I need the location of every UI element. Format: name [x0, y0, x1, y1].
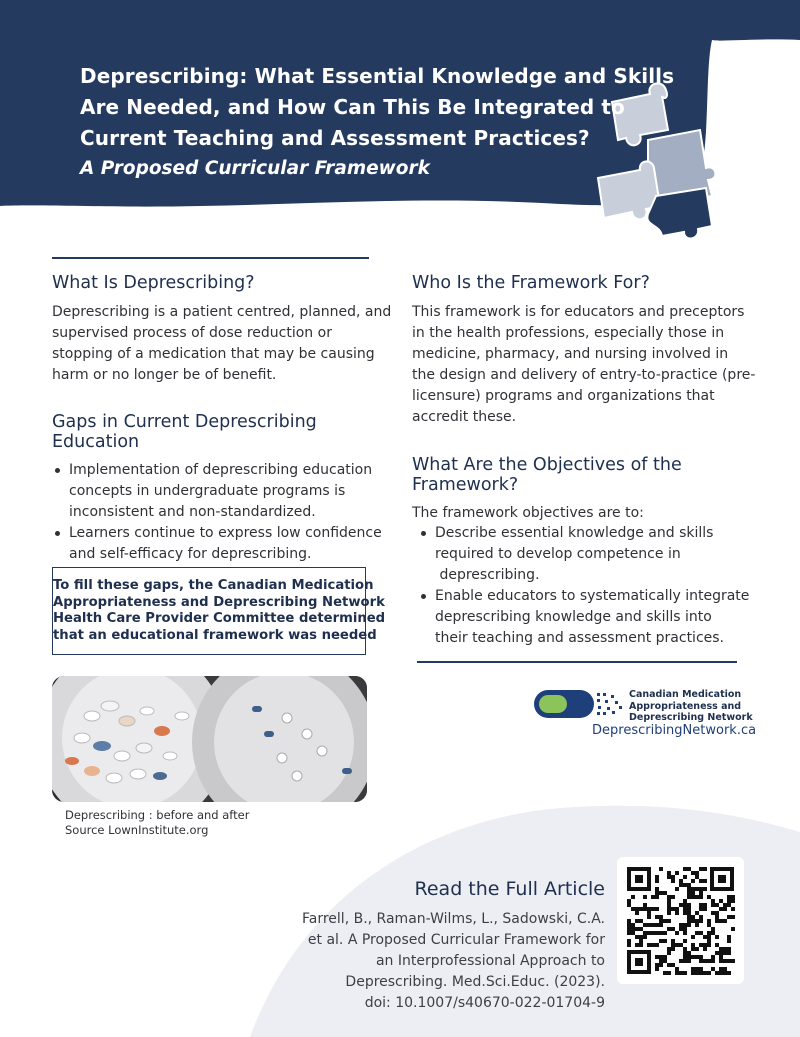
title-line-2: Are Needed, and How Can This Be Integrated to — [80, 95, 625, 119]
callout-line: To fill these gaps, the Canadian Medication — [53, 578, 374, 593]
what-is-paragraph — [52, 302, 391, 386]
objectives-heading-line: Framework? — [412, 475, 519, 495]
deprescribing-network-logo-icon — [533, 689, 625, 719]
gaps-heading-line: Gaps in Current Deprescribing — [52, 412, 317, 432]
logo-name-line: Appropriateness and — [629, 700, 742, 712]
who-for-heading: Who Is the Framework For? — [412, 273, 650, 293]
who-for-line: accredit these. — [412, 409, 517, 425]
objectives-heading — [412, 455, 682, 495]
right-bottom-rule — [417, 661, 737, 663]
what-is-line: stopping of a medication that may be causing — [52, 346, 375, 362]
citation-line: doi: 10.1007/s40670-022-01704-9 — [364, 995, 605, 1011]
bullet-line: deprescribing. — [435, 567, 540, 583]
title-line-1: Deprescribing: What Essential Knowledge and Skills — [80, 64, 675, 88]
who-for-line: This framework is for educators and preceptors — [412, 304, 745, 320]
bullet-line: concepts in undergraduate programs is — [69, 483, 346, 499]
title-line-3: Current Teaching and Assessment Practices? — [80, 126, 590, 150]
gaps-heading-line: Education — [52, 432, 140, 452]
objectives-list — [418, 523, 749, 649]
caption-line: Source LownInstitute.org — [65, 823, 209, 837]
who-for-line: the design and delivery of entry-to-practice (pre- — [412, 367, 756, 383]
callout-line: Health Care Provider Committee determined — [53, 611, 386, 626]
callout-line: Appropriateness and Deprescribing Network — [53, 594, 385, 610]
objectives-heading-line: What Are the Objectives of the — [412, 455, 682, 475]
citation-line: Farrell, B., Raman-Wilms, L., Sadowski, C.A. — [302, 911, 605, 927]
network-url-link[interactable]: DeprescribingNetwork.ca — [592, 723, 757, 738]
logo-name-line: Canadian Medication — [629, 689, 742, 700]
bullet-line: inconsistent and non-standardized. — [69, 504, 316, 520]
subtitle: A Proposed Curricular Framework — [80, 158, 430, 179]
logo-name-line: Deprescribing Network — [629, 712, 753, 723]
bullet-line: Describe essential knowledge and skills — [435, 525, 714, 541]
who-for-line: medicine, pharmacy, and nursing involved in — [412, 346, 729, 362]
qr-code-icon[interactable] — [617, 857, 744, 984]
objectives-bullet — [418, 523, 749, 586]
read-article-heading: Read the Full Article — [414, 878, 605, 900]
pills-photo — [52, 676, 367, 802]
bullet-line: Enable educators to systematically integrate — [435, 588, 750, 604]
objectives-intro: The framework objectives are to: — [412, 505, 644, 521]
gaps-list — [52, 460, 382, 565]
gaps-heading — [52, 412, 317, 452]
caption-line: Deprescribing : before and after — [65, 808, 250, 822]
what-is-heading: What Is Deprescribing? — [52, 273, 255, 293]
photo-caption — [65, 808, 249, 838]
bullet-line: deprescribing knowledge and skills into — [435, 609, 712, 625]
bullet-line: Implementation of deprescribing education — [69, 462, 373, 478]
bullet-line: their teaching and assessment practices. — [435, 630, 724, 646]
who-for-line: in the health professions, especially those in — [412, 325, 725, 341]
who-for-line: licensure) programs and organizations that — [412, 388, 715, 404]
citation-line: Deprescribing. Med.Sci.Educ. (2023). — [345, 974, 605, 990]
header-banner — [0, 0, 800, 240]
objectives-bullet — [418, 586, 749, 649]
left-top-rule — [52, 257, 369, 259]
gaps-bullet — [52, 460, 382, 523]
citation-line: et al. A Proposed Curricular Framework for — [307, 932, 605, 948]
what-is-line: Deprescribing is a patient centred, planned, and — [52, 304, 392, 320]
citation-line: an Interprofessional Approach to — [375, 953, 605, 969]
gaps-bullet — [52, 523, 382, 565]
bullet-line: Learners continue to express low confidence — [69, 525, 382, 541]
bullet-line: and self-efficacy for deprescribing. — [69, 546, 312, 562]
callout-box — [52, 567, 386, 655]
callout-line: that an educational framework was needed — [53, 627, 377, 643]
citation — [302, 909, 605, 1014]
logo-name — [629, 689, 753, 724]
what-is-line: supervised process of dose reduction or — [52, 325, 332, 341]
bullet-line: required to develop competence in — [435, 546, 681, 562]
who-for-paragraph — [412, 302, 755, 428]
what-is-line: harm or no longer be of benefit. — [52, 367, 277, 383]
